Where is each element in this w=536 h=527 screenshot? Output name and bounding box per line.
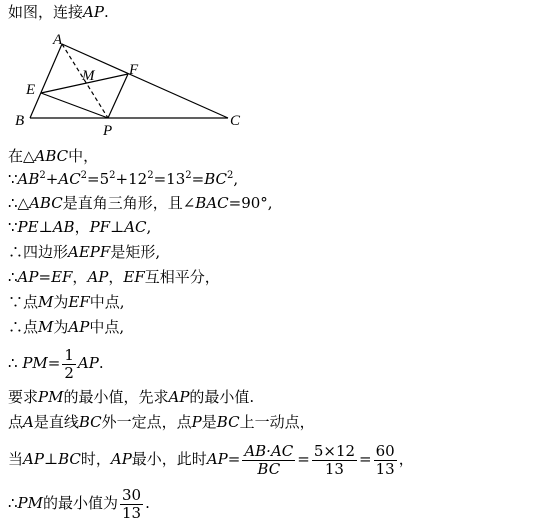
l13-end: . xyxy=(145,494,150,512)
l4-pf: PF xyxy=(89,218,111,236)
l6-pre: ∴ xyxy=(8,268,18,286)
l13-text: 的最小值为 xyxy=(43,494,119,512)
l13-fraction xyxy=(120,487,143,522)
l2-ac: AC xyxy=(58,170,81,188)
line-4 xyxy=(8,217,151,237)
l13-den: 13 xyxy=(122,503,142,522)
l1-pre: 在△ xyxy=(8,147,35,165)
line-11 xyxy=(8,412,315,432)
l10-end: 的最小值. xyxy=(189,388,255,406)
l3-text: 是直角三角形，且∠ xyxy=(62,194,196,212)
l2-plus: + xyxy=(45,170,59,188)
l12-f1-num: AB·AC xyxy=(244,441,294,460)
l3-bac: BAC xyxy=(195,194,229,212)
l2-exp5: 2 xyxy=(185,170,192,181)
l12-eq1: = xyxy=(227,450,241,468)
l3-end: =90°, xyxy=(228,194,273,212)
l6-ef1: EF xyxy=(51,268,73,286)
l7-wei: 为 xyxy=(53,293,69,311)
l2-13: =13 xyxy=(153,170,186,188)
l12-text: 最小，此时 xyxy=(131,450,207,468)
l4-perp2: ⊥ xyxy=(110,218,125,236)
l9-fraction xyxy=(62,347,76,382)
l10-pre: 要求 xyxy=(8,388,39,406)
l9-ap: AP xyxy=(77,354,99,372)
l6-c1: ， xyxy=(72,268,88,286)
label-e: E xyxy=(26,82,36,98)
header-line xyxy=(8,2,109,22)
l12-ap1: AP xyxy=(23,450,44,468)
l12-f2-num: 5×12 xyxy=(313,441,356,460)
l3-pre: ∴△ xyxy=(8,194,30,212)
l2-exp2: 2 xyxy=(80,170,88,181)
line-5 xyxy=(8,242,160,262)
l8-end: 中点, xyxy=(89,318,125,336)
label-f: F xyxy=(129,62,139,78)
l6-eq: = xyxy=(38,268,52,286)
l11-bc2: BC xyxy=(216,413,240,431)
l8-wei: 为 xyxy=(53,318,69,336)
segment-ab xyxy=(30,44,62,118)
l8-pre: ∴点 xyxy=(8,318,39,336)
l12-fraction-1 xyxy=(242,443,295,478)
l2-exp4: 2 xyxy=(147,170,154,181)
header-text: 如图，连接 xyxy=(8,3,84,21)
l6-ap1: AP xyxy=(17,268,39,286)
geometry-figure xyxy=(0,26,260,138)
l1-var: ABC xyxy=(34,147,69,165)
l4-pre: ∵ xyxy=(8,218,18,236)
l2-12: +12 xyxy=(115,170,148,188)
line-6 xyxy=(8,267,220,287)
l6-ef2: EF xyxy=(123,268,145,286)
l11-pre: 点 xyxy=(8,413,24,431)
l12-f1-den: BC xyxy=(257,459,281,478)
label-c: C xyxy=(230,113,241,129)
l2-exp6: 2 xyxy=(226,170,234,181)
line-3 xyxy=(8,193,273,213)
l12-f3-num: 60 xyxy=(375,441,395,460)
l13-num: 30 xyxy=(122,485,142,504)
line-12 xyxy=(8,440,414,478)
l9-pm: PM xyxy=(22,354,48,372)
l12-f2-den: 13 xyxy=(324,459,344,478)
l4-comma: ， xyxy=(74,218,90,236)
l8-ap: AP xyxy=(68,318,90,336)
l7-m: M xyxy=(38,293,54,311)
label-b: B xyxy=(15,113,25,129)
l6-c2: ， xyxy=(108,268,124,286)
l2-5: =5 xyxy=(87,170,110,188)
l11-end: 上一动点， xyxy=(239,413,315,431)
l4-ab: AB xyxy=(52,218,75,236)
l11-shi: 是 xyxy=(201,413,217,431)
l9-den: 2 xyxy=(64,363,74,382)
l13-pre: ∴ xyxy=(8,494,18,512)
l9-num: 1 xyxy=(64,345,74,364)
l11-text1: 是直线 xyxy=(33,413,79,431)
l12-eq2: = xyxy=(297,450,310,468)
header-var: AP xyxy=(83,3,104,21)
line-9 xyxy=(8,345,104,382)
l12-bc: BC xyxy=(58,450,81,468)
l5-aepf: AEPF xyxy=(68,243,111,261)
l8-m: M xyxy=(38,318,54,336)
l4-perp1: ⊥ xyxy=(38,218,53,236)
l5-text: 是矩形, xyxy=(110,243,161,261)
l3-abc: ABC xyxy=(29,194,63,212)
l10-ap: AP xyxy=(168,388,190,406)
l11-p: P xyxy=(191,413,202,431)
l12-fraction-2 xyxy=(312,443,357,478)
l9-end: . xyxy=(98,354,104,372)
l6-ap2: AP xyxy=(87,268,109,286)
l2-bc: BC xyxy=(204,170,227,188)
l1-post: 中， xyxy=(68,147,99,165)
l4-pe: PE xyxy=(17,218,39,236)
segment-pe xyxy=(41,93,108,118)
l12-end: ， xyxy=(398,450,414,468)
l12-fraction-3 xyxy=(374,443,397,478)
line-8 xyxy=(8,317,124,337)
line-10 xyxy=(8,387,254,407)
l12-ap2: AP xyxy=(110,450,132,468)
l2-exp1: 2 xyxy=(39,170,46,181)
l5-pre: ∴四边形 xyxy=(8,243,69,261)
label-m: M xyxy=(82,68,95,84)
header-end: . xyxy=(103,3,109,21)
l12-eq3: = xyxy=(359,450,372,468)
l9-pre: ∴ xyxy=(8,354,18,372)
l12-f3-den: 13 xyxy=(375,459,395,478)
l4-ac: AC xyxy=(124,218,147,236)
l12-ap3: AP xyxy=(206,450,228,468)
l10-text: 的最小值，先求 xyxy=(63,388,169,406)
l2-exp3: 2 xyxy=(109,170,116,181)
l2-pre: ∵ xyxy=(8,170,18,188)
line-1 xyxy=(8,146,98,166)
l11-text2: 外一定点，点 xyxy=(101,413,192,431)
l10-pm: PM xyxy=(38,388,64,406)
l11-a: A xyxy=(23,413,34,431)
l11-bc1: BC xyxy=(78,413,102,431)
l7-ef: EF xyxy=(68,293,90,311)
line-2 xyxy=(8,169,238,189)
label-p: P xyxy=(103,123,113,138)
l7-pre: ∵点 xyxy=(8,293,39,311)
l7-end: 中点, xyxy=(89,293,125,311)
l12-pre: 当 xyxy=(8,450,24,468)
line-13 xyxy=(8,484,150,522)
l13-pm: PM xyxy=(17,494,43,512)
segment-pf xyxy=(108,74,128,118)
line-7 xyxy=(8,292,125,312)
l2-ab: AB xyxy=(17,170,40,188)
l9-eq: = xyxy=(47,354,61,372)
l2-eq: = xyxy=(191,170,205,188)
l4-end: , xyxy=(146,218,152,236)
label-a: A xyxy=(53,32,63,48)
l12-perp: ⊥ xyxy=(43,450,59,468)
l2-end: , xyxy=(233,170,239,188)
l12-shi: 时， xyxy=(80,450,111,468)
l6-text: 互相平分， xyxy=(144,268,220,286)
